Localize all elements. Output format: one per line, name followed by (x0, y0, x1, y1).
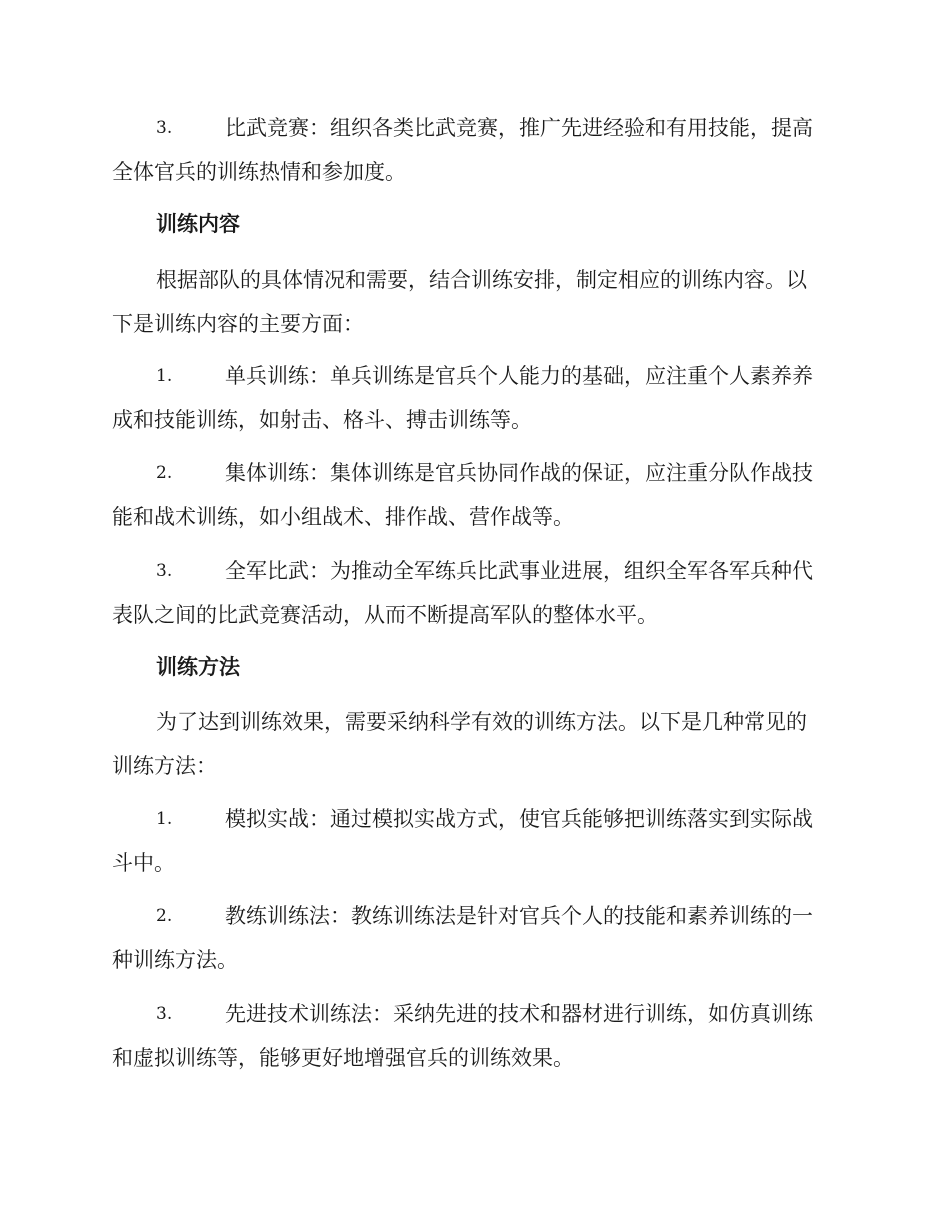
paragraph-line: 为了达到训练效果，需要采纳科学有效的训练方法。以下是几种常见的 (156, 710, 807, 734)
list-text-continued: 成和技能训练，如射击、格斗、搏击训练等。 (112, 408, 532, 432)
list-number: 3. (156, 1004, 173, 1024)
list-number: 3. (156, 561, 173, 581)
list-number: 3. (156, 118, 173, 138)
list-text-continued: 种训练方法。 (112, 948, 238, 972)
list-text-continued: 全体官兵的训练热情和参加度。 (112, 160, 406, 184)
list-text: 集体训练：集体训练是官兵协同作战的保证，应注重分队作战技 (225, 461, 813, 485)
list-text-continued: 和虚拟训练等，能够更好地增强官兵的训练效果。 (112, 1046, 574, 1070)
list-number: 1. (156, 366, 173, 386)
list-number: 2. (156, 463, 173, 483)
list-text-continued: 能和战术训练，如小组战术、排作战、营作战等。 (112, 505, 574, 529)
list-text-continued: 斗中。 (112, 851, 175, 875)
list-text: 单兵训练：单兵训练是官兵个人能力的基础，应注重个人素养养 (225, 364, 813, 388)
paragraph-line: 下是训练内容的主要方面： (112, 312, 364, 336)
list-text: 比武竞赛：组织各类比武竞赛，推广先进经验和有用技能，提高 (225, 116, 813, 140)
list-number: 1. (156, 809, 173, 829)
list-text: 全军比武：为推动全军练兵比武事业进展，组织全军各军兵种代 (225, 559, 813, 583)
list-text: 教练训练法：教练训练法是针对官兵个人的技能和素养训练的一 (225, 904, 813, 928)
paragraph-line: 训练方法： (112, 754, 217, 778)
paragraph-line: 根据部队的具体情况和需要，结合训练安排，制定相应的训练内容。以 (156, 268, 807, 292)
section-heading: 训练内容 (156, 212, 240, 236)
list-number: 2. (156, 906, 173, 926)
list-text-continued: 表队之间的比武竞赛活动，从而不断提高军队的整体水平。 (112, 603, 658, 627)
list-text: 先进技术训练法：采纳先进的技术和器材进行训练，如仿真训练 (225, 1002, 813, 1026)
section-heading: 训练方法 (156, 655, 240, 679)
list-text: 模拟实战：通过模拟实战方式，使官兵能够把训练落实到实际战 (225, 807, 813, 831)
